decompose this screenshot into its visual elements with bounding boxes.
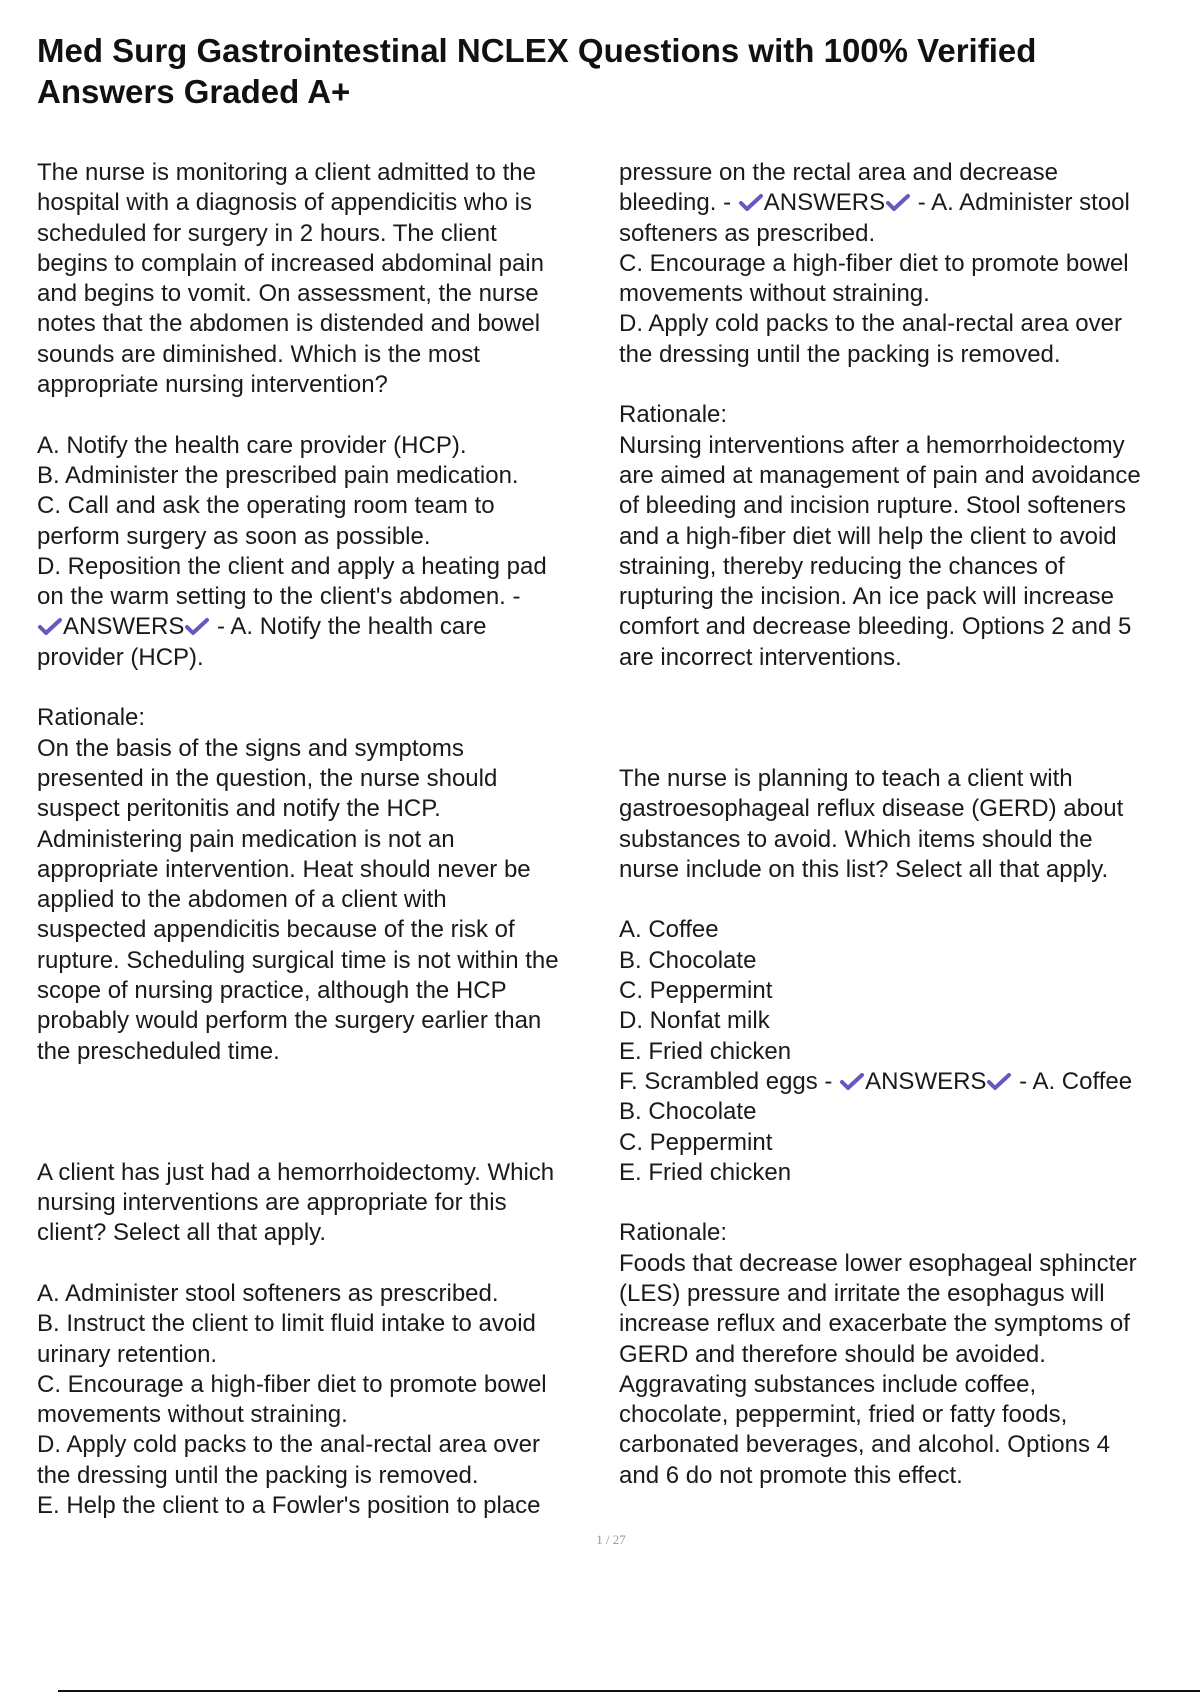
text-line: suspect peritonitis and notify the HCP. [37,795,441,823]
check-icon [738,190,764,210]
text-line: E. Fried chicken [619,1158,792,1186]
answers-label: ANSWERS [865,1067,987,1095]
blank-line [619,703,1194,733]
text-line: rupture. Scheduling surgical time is not within the [37,946,559,974]
text-line: the prescheduled time. [37,1037,280,1065]
text-line: nurse include on this list? Select all that apply. [619,855,1109,883]
text-line: substances to avoid. Which items should the [619,825,1093,853]
answer-line [37,612,607,642]
text-line: B. Instruct the client to limit fluid intake to avoid [37,1310,536,1338]
text-line: and a high-fiber diet will help the client to avoid [619,522,1117,550]
blank-line [619,1188,1194,1218]
text-line: A. Notify the health care provider (HCP). [37,431,467,459]
text-line: notes that the abdomen is distended and bowel [37,310,541,338]
text-line: The nurse is planning to teach a client with [619,764,1073,792]
text-line: on the warm setting to the client's abdomen. - [37,583,521,611]
blank-line [619,885,1194,915]
text-line: A client has just had a hemorrhoidectomy. Which [37,1158,555,1186]
text-line: D. Nonfat milk [619,1007,770,1035]
text-line: the dressing until the packing is removed. [37,1461,479,1489]
text-line: movements without straining. [619,280,930,308]
text-line: C. Peppermint [619,1128,773,1156]
text-line: straining, thereby reducing the chances of [619,552,1065,580]
title-line: Answers Graded A+ [37,73,351,110]
text-line: Foods that decrease lower esophageal sphincter [619,1249,1137,1277]
text-line: and 6 do not promote this effect. [619,1461,963,1489]
check-icon [839,1069,865,1089]
blank-line [37,1128,607,1158]
text-line: are incorrect interventions. [619,643,902,671]
text-line: sounds are diminished. Which is the most [37,340,480,368]
check-icon [885,190,911,210]
text-line: E. Fried chicken [619,1037,792,1065]
answers-label: ANSWERS [63,613,185,641]
text-line: softeners as prescribed. [619,219,876,247]
check-icon [986,1069,1012,1089]
right-column [619,158,1194,1491]
page-divider [58,1690,1200,1692]
answer-line [619,1067,1194,1097]
text-line: appropriate nursing intervention? [37,371,388,399]
page-number: 1 / 27 [596,1532,626,1547]
check-icon [37,614,63,634]
text-line: Nursing interventions after a hemorrhoidectomy [619,431,1125,459]
blank-line [37,673,607,703]
document-title [37,30,1167,112]
text-segment: F. Scrambled eggs - [619,1067,840,1095]
text-line: D. Reposition the client and apply a heating pad [37,552,547,580]
blank-line [37,400,607,430]
text-line: A. Administer stool softeners as prescribed. [37,1279,499,1307]
blank-line [37,1249,607,1279]
text-line: client? Select all that apply. [37,1219,327,1247]
text-line: carbonated beverages, and alcohol. Options 4 [619,1431,1111,1459]
text-line: D. Apply cold packs to the anal-rectal area over [619,310,1122,338]
text-line: appropriate intervention. Heat should never be [37,855,531,883]
blank-line [619,673,1194,703]
text-line: On the basis of the signs and symptoms [37,734,464,762]
text-line: pressure on the rectal area and decrease [619,159,1058,186]
text-line: scope of nursing practice, although the HCP [37,977,507,1005]
text-line: rupturing the incision. An ice pack will increase [619,583,1114,611]
text-line: A. Coffee [619,916,719,944]
text-line: gastroesophageal reflux disease (GERD) about [619,795,1124,823]
text-line: C. Encourage a high-fiber diet to promote bowel [37,1370,547,1398]
text-line: presented in the question, the nurse should [37,764,498,792]
text-line: scheduled for surgery in 2 hours. The client [37,219,497,247]
text-line: C. Peppermint [619,977,773,1005]
text-line: Rationale: [37,704,146,732]
text-line: Rationale: [619,401,728,429]
answer-text: - A. Coffee [1012,1067,1133,1095]
text-line: begins to complain of increased abdominal pain [37,249,544,277]
text-line: hospital with a diagnosis of appendicitis who is [37,189,532,217]
text-line: (LES) pressure and irritate the esophagus will [619,1279,1105,1307]
text-line: probably would perform the surgery earlier than [37,1007,542,1035]
text-line: the dressing until the packing is removed. [619,340,1061,368]
blank-line [37,1097,607,1127]
text-line: Aggravating substances include coffee, [619,1370,1037,1398]
answer-text: - A. Administer stool [911,189,1130,217]
text-line: perform surgery as soon as possible. [37,522,431,550]
text-line: C. Call and ask the operating room team to [37,492,495,520]
text-line: The nurse is monitoring a client admitted to the [37,159,536,186]
text-segment: bleeding. - [619,189,738,217]
text-line: applied to the abdomen of a client with [37,886,447,914]
answer-text: - A. Notify the health care [210,613,487,641]
text-line: urinary retention. [37,1340,218,1368]
text-line: nursing interventions are appropriate for this [37,1189,507,1217]
text-line: of bleeding and incision rupture. Stool softeners [619,492,1126,520]
text-line: E. Help the client to a Fowler's position to place [37,1492,541,1520]
text-line: Administering pain medication is not an [37,825,455,853]
text-line: Rationale: [619,1219,728,1247]
text-line: movements without straining. [37,1401,348,1429]
text-line: are aimed at management of pain and avoidance [619,461,1141,489]
check-icon [184,614,210,634]
title-line: Med Surg Gastrointestinal NCLEX Questions with 100% Verified [37,32,1037,69]
text-line: increase reflux and exacerbate the symptoms of [619,1310,1130,1338]
blank-line [37,1067,607,1097]
text-line: B. Chocolate [619,946,757,974]
blank-line [619,370,1194,400]
text-line: D. Apply cold packs to the anal-rectal area over [37,1431,540,1459]
text-line: chocolate, peppermint, fried or fatty foods, [619,1401,1068,1429]
answers-label: ANSWERS [763,189,886,217]
text-line: GERD and therefore should be avoided. [619,1340,1046,1368]
blank-line [619,734,1194,764]
text-line: C. Encourage a high-fiber diet to promote bowel [619,249,1129,277]
text-line: provider (HCP). [37,643,204,671]
text-line: B. Administer the prescribed pain medication. [37,461,519,489]
answer-line [619,188,1194,218]
left-column [37,158,607,1521]
text-line: suspected appendicitis because of the risk of [37,916,515,944]
text-line: comfort and decrease bleeding. Options 2 and 5 [619,613,1132,641]
text-line: and begins to vomit. On assessment, the nurse [37,280,539,308]
text-line: B. Chocolate [619,1098,757,1126]
